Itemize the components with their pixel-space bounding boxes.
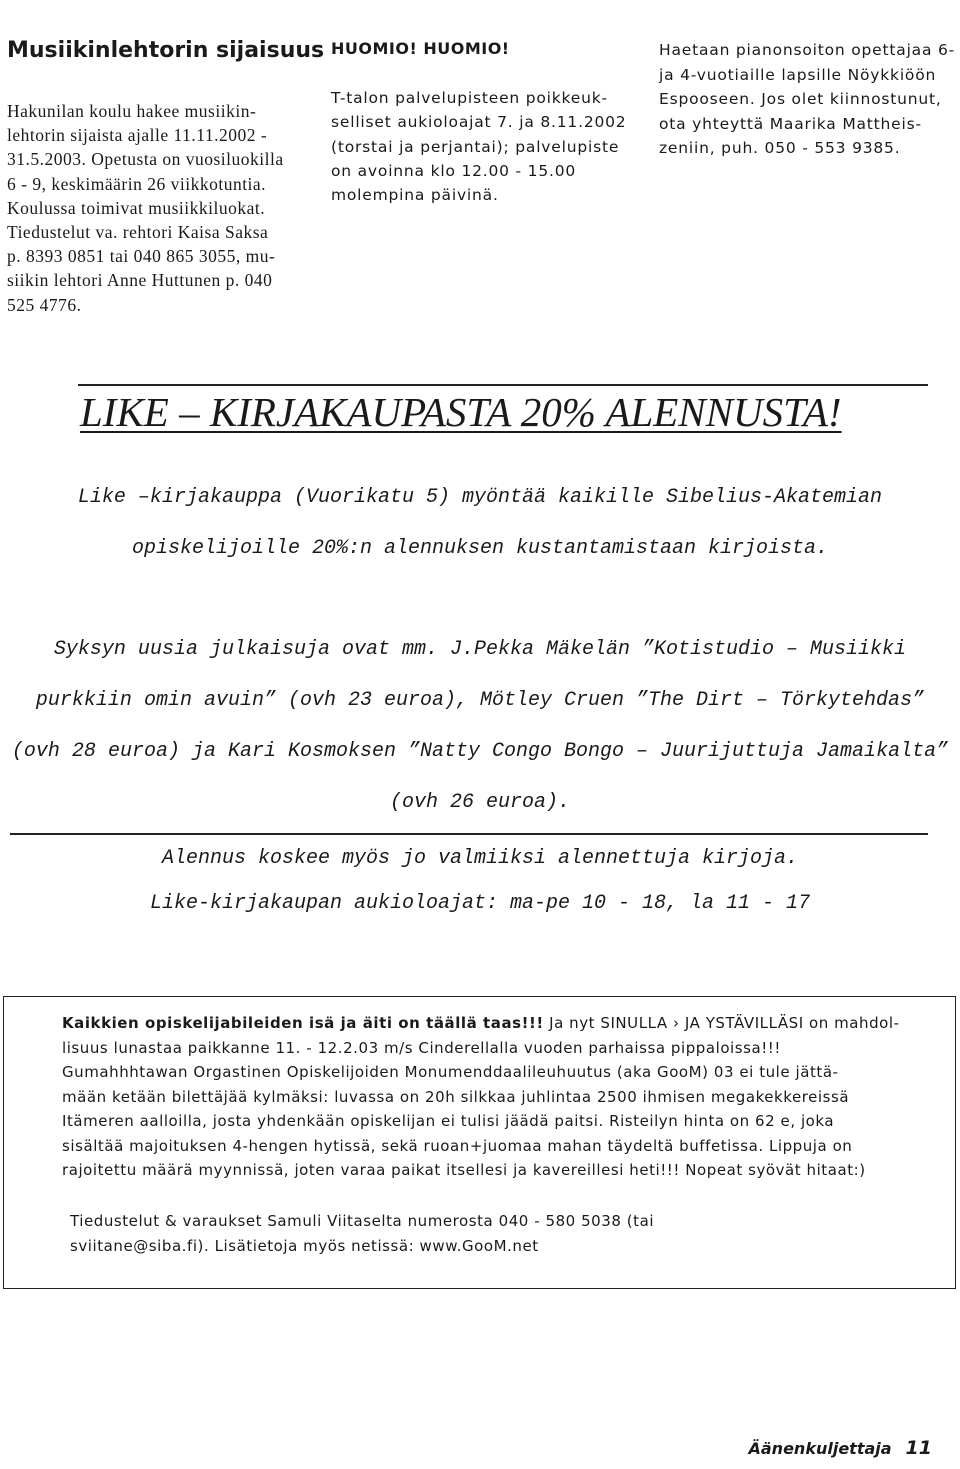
- column2-heading: HUOMIO! HUOMIO!: [331, 39, 510, 58]
- event-contact-line: sviitane@siba.fi). Lisätietoja myös netissä: www.GooM.net: [70, 1237, 539, 1255]
- column1-line: Hakunilan koulu hakee musiikin-: [7, 101, 257, 121]
- column1-body: [7, 99, 284, 317]
- column1-line: p. 8393 0851 tai 040 865 3055, mu-: [7, 246, 276, 267]
- column1-line: lehtorin sijaista ajalle 11.11.2002 -: [7, 125, 268, 146]
- column1-line: Koulussa toimivat musiikkiluokat.: [7, 197, 266, 218]
- event-first-line: [62, 1011, 900, 1036]
- like-line: (ovh 26 euroa).: [389, 791, 571, 814]
- event-line: Itämeren aalloilla, josta yhdenkään opiskelijan ei tulisi jäädä paitsi. Risteilyn hinta on 62 e, joka: [62, 1112, 835, 1130]
- event-contact: [70, 1209, 654, 1259]
- like-line: Like-kirjakaupan aukioloajat: ma-pe 10 - 18, la 11 - 17: [149, 892, 811, 915]
- column3-line: ota yhteyttä Maarika Mattheis-: [659, 114, 922, 133]
- column3-line: ja 4-vuotiaille lapsille Nöykkiöön: [659, 65, 937, 84]
- middle-divider: [10, 833, 928, 835]
- event-line: rajoitettu määrä myynnissä, joten varaa paikat itsellesi ja kavereillesi heti!!! Nopeat syövät hitaat:): [62, 1161, 866, 1179]
- like-line: Alennus koskee myös jo valmiiksi alennettuja kirjoja.: [161, 847, 799, 870]
- column2-line: T-talon palvelupisteen poikkeuk-: [331, 89, 608, 107]
- column3-body: [659, 38, 955, 161]
- like-line: Like –kirjakauppa (Vuorikatu 5) myöntää kaikille Sibelius-Akatemian: [77, 486, 883, 509]
- like-line: Syksyn uusia julkaisuja ovat mm. J.Pekka Mäkelän ”Kotistudio – Musiikki: [53, 638, 907, 661]
- like-line: purkkiin omin avuin” (ovh 23 euroa), Mötley Cruen ”The Dirt – Törkytehdas”: [35, 689, 925, 712]
- column2-body: [331, 86, 626, 207]
- like-line: (ovh 28 euroa) ja Kari Kosmoksen ”Natty Congo Bongo – Juurijuttuja Jamaikalta”: [11, 740, 949, 763]
- column2-line: selliset aukioloajat 7. ja 8.11.2002: [331, 113, 627, 132]
- column1-line: Tiedustelut va. rehtori Kaisa Saksa: [7, 222, 269, 243]
- column1-line: 6 - 9, keskimäärin 26 viikkotuntia.: [7, 173, 267, 194]
- event-headline: Kaikkien opiskelijabileiden isä ja äiti on täällä taas!!!: [62, 1014, 544, 1032]
- column1-line: 525 4776.: [7, 294, 82, 315]
- column3-line: zeniin, puh. 050 - 553 9385.: [659, 139, 901, 157]
- page-number: 11: [905, 1437, 932, 1459]
- column3-line: Haetaan pianonsoiton opettajaa 6-: [659, 41, 956, 59]
- column2-line: (torstai ja perjantai); palvelupiste: [331, 137, 620, 156]
- column2-line: on avoinna klo 12.00 - 15.00: [331, 161, 577, 180]
- top-divider: [78, 384, 928, 386]
- event-line: mään ketään bilettäjää kylmäksi: luvassa on 20h silkkaa juhlintaa 2500 ihmisen megakekkereissä: [62, 1087, 850, 1106]
- page-footer: [749, 1437, 933, 1460]
- event-body: [62, 1011, 900, 1183]
- event-line: sisältää majoituksen 4-hengen hytissä, sekä ruoan+juomaa mahan täydeltä buffetissa. Lippuja on: [62, 1136, 853, 1155]
- event-line: lisuus lunastaa paikkanne 11. - 12.2.03 m/s Cinderellalla vuoden parhaissa pippaloissa!!!: [62, 1038, 781, 1057]
- column1-title: Musiikinlehtorin sijaisuus: [7, 38, 325, 63]
- like-headline: LIKE – KIRJAKAUPASTA 20% ALENNUSTA!: [80, 389, 842, 435]
- event-first-line-rest: Ja nyt SINULLA › JA YSTÄVILLÄSI on mahdol-: [543, 1014, 900, 1032]
- event-line: Gumahhhtawan Orgastinen Opiskelijoiden Monumenddaalileuhuutus (aka GooM) 03 ei tule jättä-: [62, 1063, 839, 1081]
- column1-line: 31.5.2003. Opetusta on vuosiluokilla: [7, 149, 284, 170]
- event-contact-line: Tiedustelut & varaukset Samuli Viitaselta numerosta 040 - 580 5038 (tai: [70, 1212, 655, 1230]
- column3-line: Espooseen. Jos olet kiinnostunut,: [659, 90, 942, 108]
- like-line: opiskelijoille 20%:n alennuksen kustantamistaan kirjoista.: [131, 537, 829, 560]
- column2-line: molempina päivinä.: [331, 186, 499, 205]
- publication-name: Äänenkuljettaja: [748, 1439, 892, 1458]
- column1-line: siikin lehtori Anne Huttunen p. 040: [7, 270, 273, 291]
